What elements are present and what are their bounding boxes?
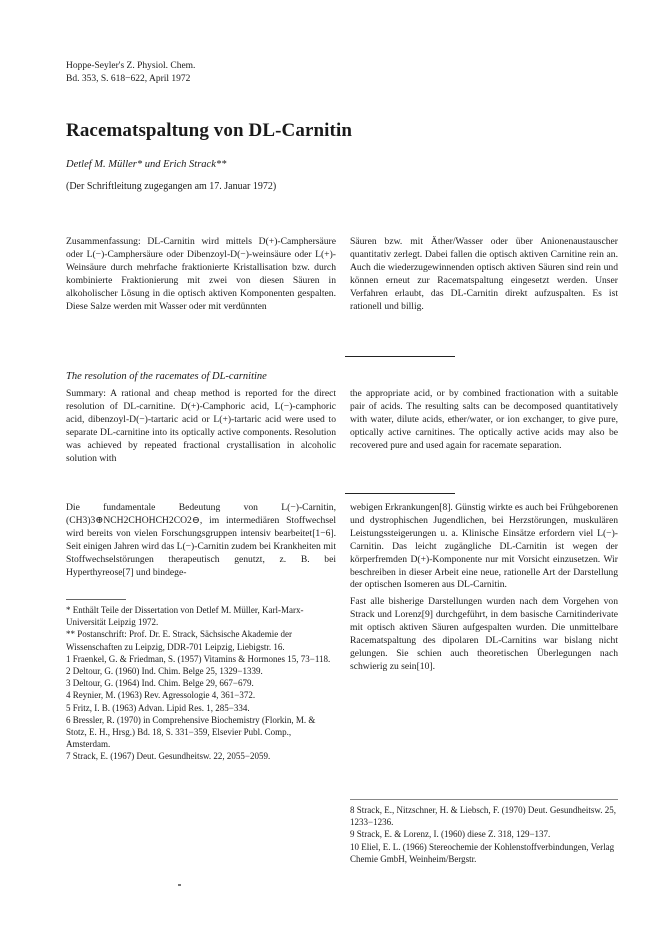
section-rule-1 <box>345 356 455 357</box>
journal-volume: Bd. 353, S. 618−622, April 1972 <box>66 74 191 84</box>
footnote-dissertation: * Enthält Teile der Dissertation von Detlef M. Müller, Karl-Marx-Universität Leipzig 1972. <box>66 605 304 628</box>
reference-4: 4 Reynier, M. (1963) Rev. Agressologie 4, 361−372. <box>66 690 256 701</box>
page-speck <box>178 884 181 886</box>
body-col2 <box>350 502 618 674</box>
reference-10: 10 Eliel, E. L. (1966) Stereochemie der Kohlenstoffverbindungen, Verlag Chemie GmbH, Weinheim/Bergstr. <box>350 841 615 864</box>
abstract-de-text-1: Zusammenfassung: DL-Carnitin wird mittels D(+)-Camphersäure oder L(−)-Camphersäure oder Dibenzoyl-D(−)-weinsäure oder L(+)-Weinsäure durch mehrfache fraktionierte Kristallisation bzw. durch kombinierte Fraktionierung mit zwei von diesen Säuren in alkoholischer Lösung in die optisch aktiven Komponenten gespalten. Diese Salze werden mit Wasser oder mit verdünnten <box>66 236 336 312</box>
abstract-de-col2 <box>350 236 618 313</box>
abstract-de-text-2: Säuren bzw. mit Äther/Wasser oder über Anionenaustauscher quantitativ zerlegt. Dabei fallen die optisch aktiven Carnitine rein an. Auch die wiederzugewinnenden optisch aktiven Säuren sind rein und können erneut zur Racematspaltung eingesetzt werden. Unser Verfahren erlaubt, das DL-Carnitin direkt aufzuspalten. Es ist rationell und billig. <box>350 236 618 312</box>
authors: Detlef M. Müller* und Erich Strack** <box>66 159 227 170</box>
reference-7: 7 Strack, E. (1967) Deut. Gesundheitsw. 22, 2055−2059. <box>66 751 271 762</box>
body-intro: Die fundamentale Bedeutung von L(−)-Carnitin, (CH3)3⊕NCH2CHOHCH2CO2⊖, im intermediären Stoffwechsel wird bereits von vielen Forschungsgruppen intensiv bearbeitet[1−6]. Seit einigen Jahren wird das L(−)-Carnitin zudem bei Krankheiten mit Stoffwechselstörungen therapeutisch genutzt, z. B. bei Hyperthyreose[7] und bindege- <box>66 502 336 578</box>
journal-citation <box>66 60 195 86</box>
section-rule-2 <box>345 493 455 494</box>
abstract-en-col2 <box>350 388 618 453</box>
footnotes-left <box>66 596 336 763</box>
footnotes-right <box>350 796 618 865</box>
footnote-separator <box>66 599 126 600</box>
reference-2: 2 Deltour, G. (1960) Ind. Chim. Belge 25, 1329−1339. <box>66 666 263 677</box>
body-col1 <box>66 502 336 579</box>
abstract-en-col1 <box>66 388 336 465</box>
reference-3: 3 Deltour, G. (1964) Ind. Chim. Belge 29, 667−679. <box>66 678 254 689</box>
paper-title: Racematspaltung von DL-Carnitin <box>66 120 353 141</box>
reference-1: 1 Fraenkel, G. & Friedman, S. (1957) Vitamins & Hormones 15, 73−118. <box>66 653 331 664</box>
english-title: The resolution of the racemates of DL-carnitine <box>66 371 267 382</box>
body-paragraph-2: Fast alle bisherige Darstellungen wurden nach dem Vorgehen von Strack und Lorenz[9] durchgeführt, in dem basische Carnitinderivate mit optisch aktiven Säuren aufgespalten wurden. Die unmittelbare Racematspaltung des dipolaren DL-Carnitins war bislang nicht gelungen. Sie schien auch theoretischen Überlegungen nach schwierig zu sein[10]. <box>350 596 618 672</box>
body-paragraph-1: webigen Erkrankungen[8]. Günstig wirkte es auch bei Frühgeborenen und dystrophischen Jugendlichen, bei Herzstörungen, muskulären Leistungssteigerungen u. a. Klinische Einsätze erfordern viel L(−)-Carnitin. Das leicht zugängliche DL-Carnitin ist wegen der körperfremden D(+)-Komponente nur mit Vorsicht einzusetzen. Wir beschreiben in dieser Arbeit eine neue, rationelle Art der Darstellung der optischen Isomeren aus DL-Carnitin. <box>350 502 619 591</box>
reference-6: 6 Bressler, R. (1970) in Comprehensive Biochemistry (Florkin, M. & Stotz, E. H., Hrsg.) Bd. 18, S. 331−359, Elsevier Publ. Comp., Amsterdam. <box>66 714 316 750</box>
abstract-de-col1 <box>66 236 336 313</box>
reference-5: 5 Fritz, I. B. (1963) Advan. Lipid Res. 1, 285−334. <box>66 702 250 713</box>
received-date: (Der Schriftleitung zugegangen am 17. Januar 1972) <box>66 181 277 192</box>
footnote-separator-right <box>350 799 618 800</box>
journal-name: Hoppe-Seyler's Z. Physiol. Chem. <box>66 61 196 71</box>
abstract-en-text-2: the appropriate acid, or by combined fractionation with a suitable pair of acids. The resulting salts can be decomposed quantitatively with water, dilute acids, ether/water, or ion exchanger, to give pure, optically active carnitines. The optically active acids may also be recovered pure and used again for racemate separation. <box>350 388 618 451</box>
reference-8: 8 Strack, E., Nitzschner, H. & Liebsch, F. (1970) Deut. Gesundheitsw. 25, 1233−1236. <box>350 805 617 828</box>
reference-9: 9 Strack, E. & Lorenz, I. (1960) diese Z. 318, 129−137. <box>350 829 551 840</box>
abstract-en-text-1: Summary: A rational and cheap method is reported for the direct resolution of DL-carnitine. D(+)-Camphoric acid, L(−)-camphoric acid, dibenzoyl-D(−)-tartaric acid or L(+)-tartaric acid were used to separate DL-carnitine into its optically active components. Resolution was achieved by repeated fractional crystallisation in alcoholic solution with <box>66 388 336 464</box>
footnote-address: ** Postanschrift: Prof. Dr. E. Strack, Sächsische Akademie der Wissenschaften zu Leipzig, DDR-701 Leipzig, Liebigstr. 16. <box>66 629 292 652</box>
